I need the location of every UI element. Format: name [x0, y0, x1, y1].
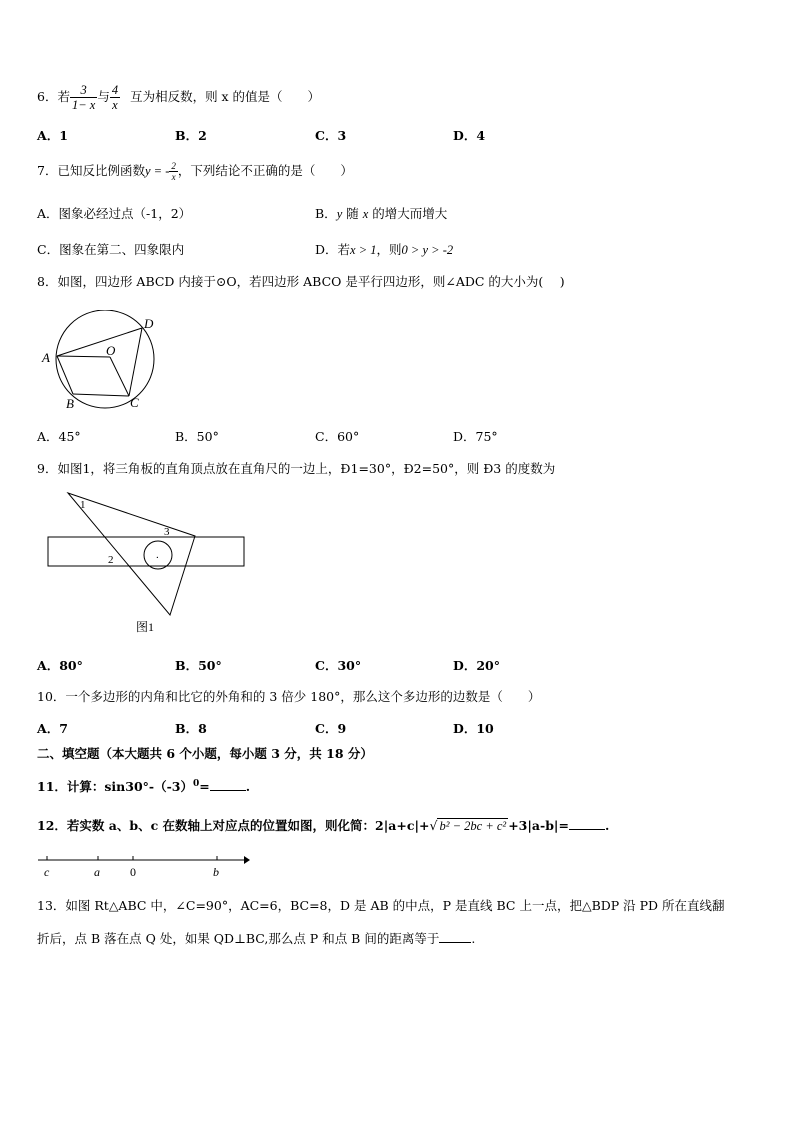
- label-c: c: [44, 865, 50, 879]
- angle-label-2: 2: [108, 554, 114, 566]
- label-d: D: [144, 316, 154, 331]
- angle-label-1: 1: [80, 499, 86, 511]
- q10-option-d: D．10: [453, 721, 494, 736]
- q13-answer-blank[interactable]: [439, 942, 471, 943]
- q12-number-line: [36, 852, 251, 882]
- q7-function-lhs: y = -: [144, 164, 170, 178]
- question-6: [37, 79, 320, 115]
- angle-label-3: 3: [164, 526, 170, 538]
- q8-option-a: A．45°: [37, 429, 81, 444]
- q7-prefix: 7．已知反比例函数: [37, 163, 145, 178]
- label-b: b: [213, 865, 219, 879]
- q12-answer-blank[interactable]: [569, 829, 605, 830]
- q6-fraction-1: $\frac{3}{1- x}$: [71, 83, 96, 112]
- q8-circle-figure: [38, 310, 168, 415]
- q7-option-a: A．图象必经过点（-1，2）: [37, 206, 192, 221]
- axis-arrow: [244, 856, 250, 864]
- label-o: O: [106, 343, 116, 358]
- q9-option-d: D．20°: [453, 658, 500, 673]
- q12-sqrt: √ b² − 2bc + c²: [429, 818, 507, 833]
- question-9: 9．如图1，将三角板的直角顶点放在直角尺的一边上，Ð1=30°，Ð2=50°，则 Ð3 的度数为: [37, 461, 556, 476]
- q7-option-d: D．若x > 1，则0 > y > -2: [315, 242, 454, 257]
- segment-cd: [129, 328, 142, 396]
- q6-option-c: C．3: [315, 128, 347, 143]
- q6-prefix: 6．若: [37, 89, 70, 104]
- question-13-line-2: 折后，点 B 落在点 Q 处，如果 QD⊥BC,那么点 P 和点 B 间的距离等于 .: [37, 931, 476, 946]
- label-c: C: [130, 395, 139, 410]
- q6-option-d: D．4: [453, 128, 486, 143]
- question-10: 10．一个多边形的内角和比它的外角和的 3 倍少 180°，那么这个多边形的边数是（ ）: [37, 689, 541, 704]
- question-8: 8．如图，四边形 ABCD 内接于⊙O，若四边形 ABCO 是平行四边形，则∠ADC 的大小为( ): [37, 274, 565, 289]
- q10-option-a: A．7: [37, 721, 68, 736]
- label-b: B: [66, 396, 74, 411]
- q9-option-a: A．80°: [37, 658, 83, 673]
- label-zero: 0: [130, 865, 136, 879]
- question-12: 12．若实数 a、b、c 在数轴上对应点的位置如图，则化简：2|a+c|+√ b² − 2bc + c² +3|a-b|= .: [37, 818, 610, 833]
- q11-answer-blank[interactable]: [210, 790, 246, 791]
- q6-option-a: A．1: [37, 128, 68, 143]
- q10-option-c: C．9: [315, 721, 347, 736]
- q7-option-c: C．图象在第二、四象限内: [37, 242, 185, 257]
- segment-ab: [57, 356, 73, 394]
- circle-o: [56, 310, 154, 408]
- segment-oc: [110, 357, 129, 396]
- q7-suffix: ，下列结论不正确的是（ ）: [177, 163, 353, 178]
- segment-ad: [57, 328, 142, 356]
- segment-bc: [73, 394, 129, 396]
- question-7: [37, 156, 353, 186]
- q7-function-fraction: $\frac{2}{x}$: [171, 161, 176, 182]
- hole-dot: .: [156, 549, 159, 561]
- q6-mid: 与: [97, 89, 110, 104]
- q9-option-c: C．30°: [315, 658, 362, 673]
- question-13-line-1: 13．如图 Rt△ABC 中，∠C=90°，AC=6，BC=8，D 是 AB 的中点，P 是直线 BC 上一点，把△BDP 沿 PD 所在直线翻: [37, 898, 725, 913]
- triangle: [68, 493, 195, 615]
- label-a: A: [42, 350, 50, 365]
- q10-option-b: B．8: [175, 721, 207, 736]
- q7-option-b: B．y 随 x 的增大而增大: [315, 206, 448, 221]
- q9-option-b: B．50°: [175, 658, 222, 673]
- q8-option-d: D．75°: [453, 429, 498, 444]
- section-title-fill-in: 二、填空题（本大题共 6 个小题，每小题 3 分，共 18 分）: [37, 746, 373, 761]
- q6-suffix: 互为相反数，则 x 的值是（ ）: [130, 89, 321, 104]
- question-11: 11．计算：$\sin 30^\circ-(-3)^0=$ .: [37, 778, 251, 794]
- q6-fraction-2: $\frac{4}{x}$: [111, 83, 119, 112]
- segment-ao: [57, 356, 110, 357]
- figure-caption: 图1: [136, 620, 155, 634]
- label-a: a: [94, 865, 100, 879]
- q6-option-b: B．2: [175, 128, 207, 143]
- q8-option-c: C．60°: [315, 429, 360, 444]
- q9-ruler-triangle-figure: [40, 485, 255, 640]
- q8-option-b: B．50°: [175, 429, 219, 444]
